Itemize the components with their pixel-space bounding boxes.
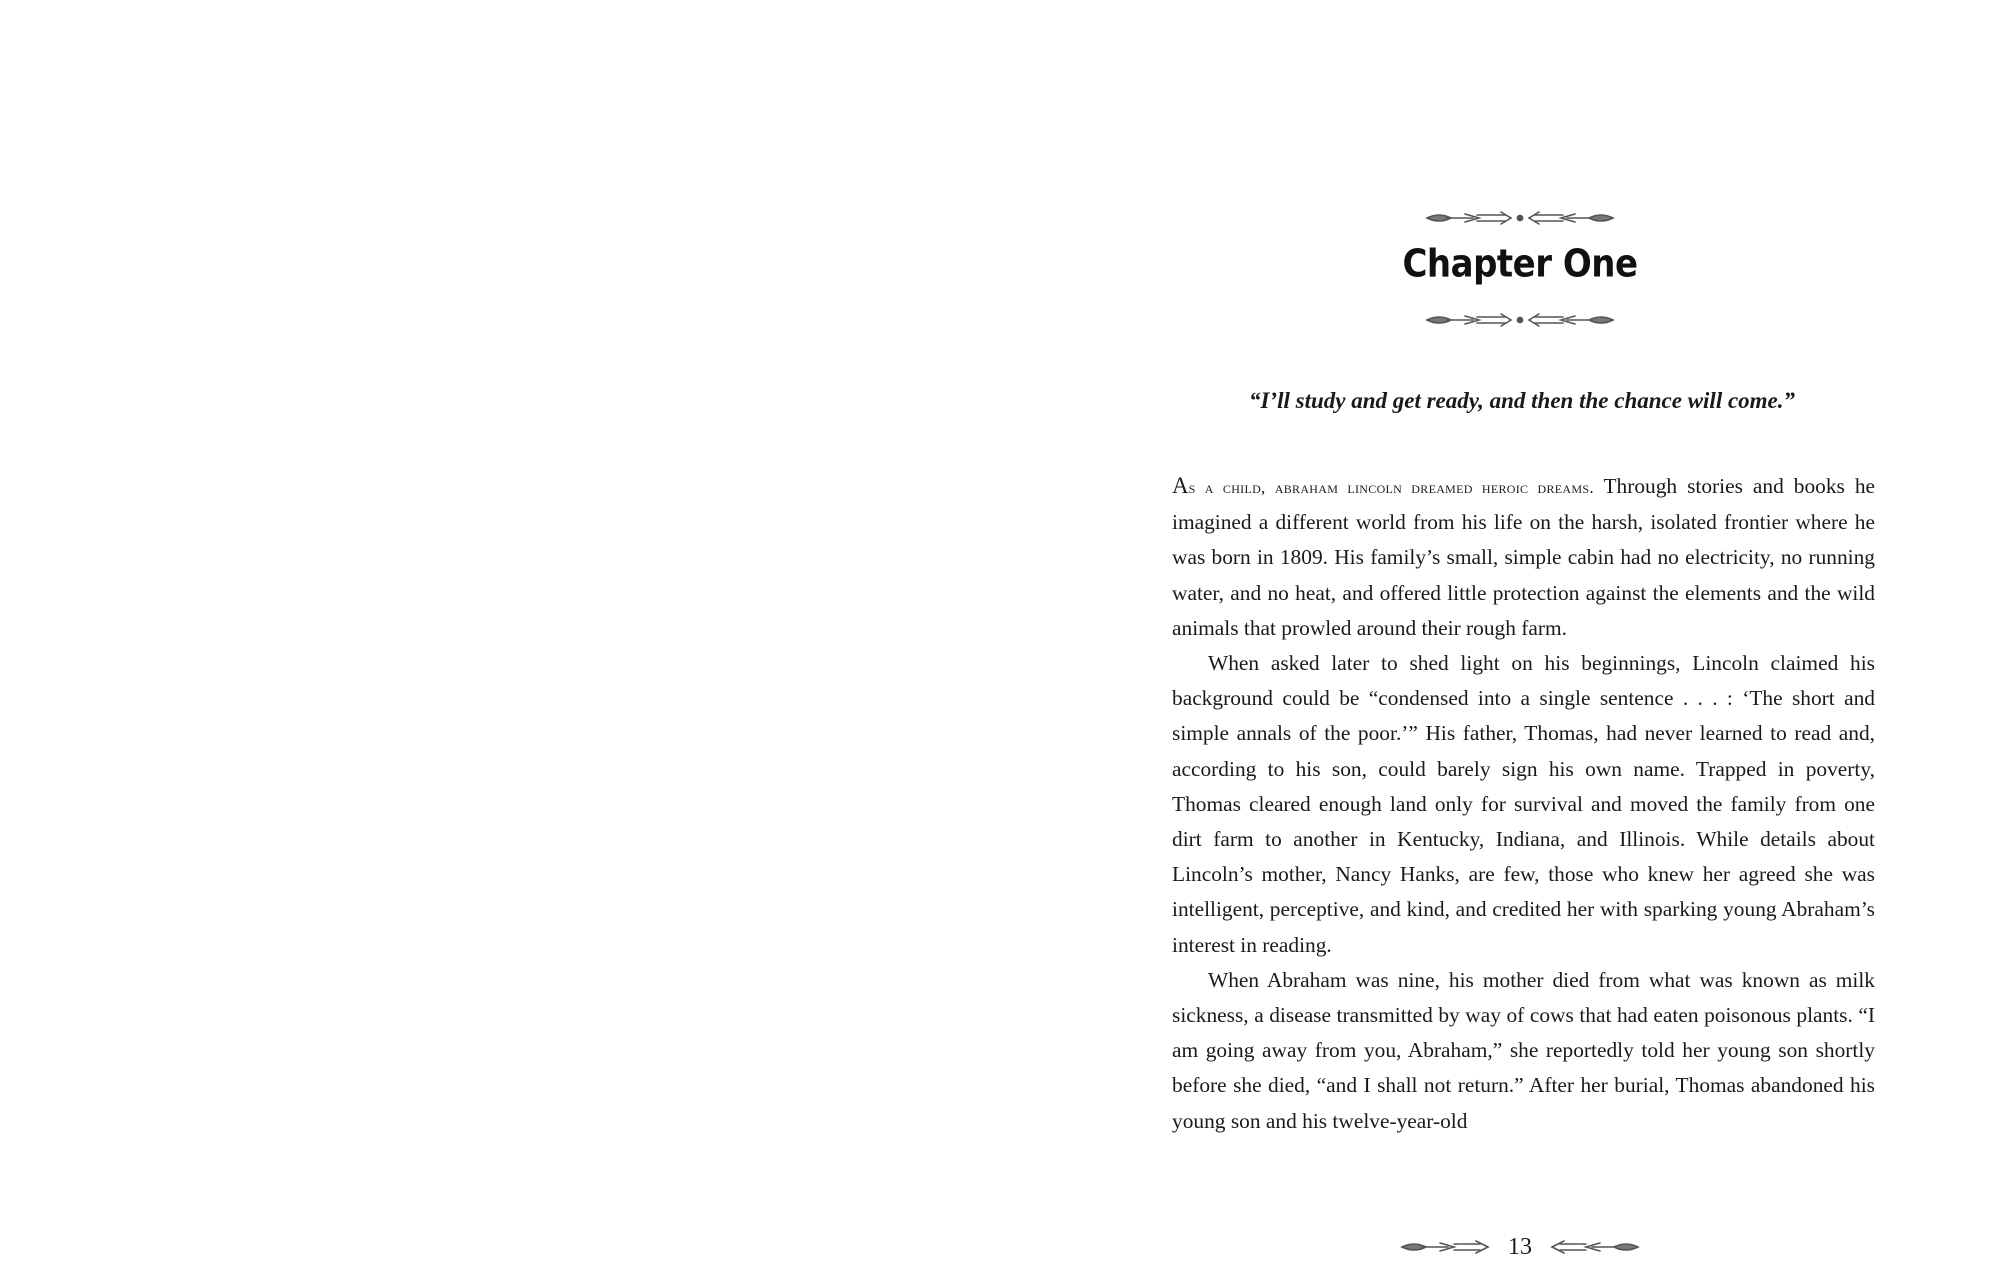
paragraph-1-text: Through stories and books he imagined a different world from his life on the harsh, isolated frontier where he was born in 1809. His family’s small, simple cabin had no electricity, no running water, and no heat, and offered little protection against the elements and the wild animals that prowled around their rough farm. bbox=[1172, 474, 1876, 640]
paragraph-1 bbox=[1172, 468, 1875, 646]
folio-right-ornament-icon bbox=[1548, 1237, 1640, 1257]
epigraph-quote: “I’ll study and get ready, and then the chance will come.” bbox=[1248, 388, 1796, 413]
paragraph-2: When asked later to shed light on his beginnings, Lincoln claimed his background could be “condensed into a single sentence . . . : ‘The short and simple annals of the poor.’” His father, Thomas, had never learned to read and, according to his son, could barely sign his own name. Trapped in poverty, Thomas cleared enough land only for survival and moved the family from one dirt farm to another in Kentucky, Indiana, and Illinois. While details about Lincoln’s mother, Nancy Hanks, are few, those who knew her agreed she was intelligent, perceptive, and kind, and credited her with sparking young Abraham’s interest in reading. bbox=[1172, 651, 1875, 957]
ornament-top-icon bbox=[1425, 208, 1615, 228]
chapter-title: Chapter One bbox=[1402, 241, 1638, 287]
folio bbox=[1400, 1232, 1640, 1262]
lead-small-caps: s a child, abraham lincoln dreamed heroic dreams. bbox=[1188, 478, 1594, 497]
body-text bbox=[1172, 468, 1875, 1139]
ornament-bottom-icon bbox=[1425, 310, 1615, 330]
lead-capital: A bbox=[1172, 473, 1189, 498]
paragraph-3: When Abraham was nine, his mother died from what was known as milk sickness, a disease transmitted by way of cows that had eaten poisonous plants. “I am going away from you, Abraham,” she reportedly told her young son shortly before she died, “and I shall not return.” After her burial, Thomas abandoned his young son and his twelve-year-old bbox=[1172, 967, 1875, 1133]
page-number: 13 bbox=[1508, 1234, 1532, 1260]
